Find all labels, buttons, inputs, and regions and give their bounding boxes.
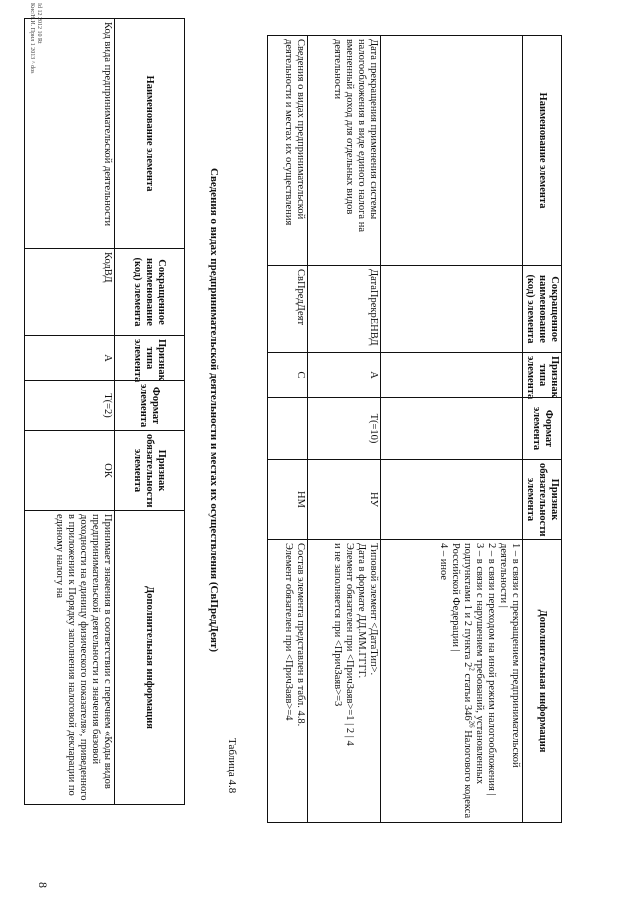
- additional-info-cell: Принимает значения в соответствии с перечнем «Коды видов предпринимательской деятельности и значения базовой доходности на единицу физического показателя», приведенного в приложении к Порядку заполнения налоговой декларации по единому налогу на: [25, 511, 115, 805]
- header-cell: Наименование элемента: [523, 36, 562, 266]
- element-name-cell: Сведения о видах предпринимательской деятельности и местах их осуществления: [268, 36, 308, 266]
- additional-info-cell: [308, 540, 381, 823]
- header-cell: Формат элемента: [115, 381, 185, 431]
- info-line: 2 – в связи переходом на иной режим налогообложения |: [486, 543, 497, 796]
- stamp-line: Id 12 2012 10 Rt: [36, 3, 42, 44]
- activities-table: [24, 18, 185, 805]
- info-line: Элемент обязателен при <ПричЗаяв>=4: [283, 543, 294, 721]
- info-line: 3 – в связи с нарушением требований, установленных подпунктами 1 и 2 пункта $2^2$ статьи $346^{26}$ Налогового кодекса Российской Федерации |: [450, 543, 485, 819]
- info-line: Дата в формате ДД.ММ.ГГГГ.: [356, 543, 367, 679]
- element-code-cell: КодВД: [25, 249, 115, 336]
- table-row: [381, 36, 523, 823]
- info-line: Типовой элемент <ДатаТип>.: [368, 543, 379, 676]
- header-cell: Признак обязательности элемента: [115, 431, 185, 511]
- header-cell: Дополнительная информация: [523, 540, 562, 823]
- element-format-cell: T(=10): [308, 398, 381, 460]
- header-cell: Признак типа элемента: [523, 353, 562, 398]
- header-cell: Сокращенное наименование (код) элемента: [523, 266, 562, 353]
- table-row: [25, 19, 115, 805]
- table-title: Сведения о видах предпринимательской деятельности и местах их осуществления (СвПредДеят): [208, 168, 220, 652]
- elements-table-continued: [267, 35, 562, 823]
- table-cell: [381, 460, 523, 540]
- element-name-cell: Код вида предпринимательской деятельности: [25, 19, 115, 249]
- header-cell: Наименование элемента: [115, 19, 185, 249]
- stamp-line: Кнс/Н.И. Прил 1 2013 ^ dos: [29, 3, 35, 74]
- element-type-cell: А: [308, 353, 381, 398]
- info-line: 1 – в связи с прекращением предпринимательской деятельности |: [498, 543, 521, 768]
- element-type-cell: А: [25, 336, 115, 381]
- header-cell: Признак типа элемента: [115, 336, 185, 381]
- table-row: [308, 36, 381, 823]
- table-cell: [381, 36, 523, 266]
- table-row: [268, 36, 308, 823]
- table-cell: [381, 398, 523, 460]
- table-header-row: [523, 36, 562, 823]
- element-name-cell: Дата прекращения применения системы налогообложения в виде единого налога на вмененный доход для отдельных видов деятельности: [308, 36, 381, 266]
- info-line: и не заполняется при <ПричЗаяв>=3: [332, 543, 343, 707]
- element-code-cell: ДатаПрекрЕНВД: [308, 266, 381, 353]
- table-label: Таблица 4.8: [226, 738, 238, 794]
- header-cell: Дополнительная информация: [115, 511, 185, 805]
- element-format-cell: T(=2): [25, 381, 115, 431]
- element-type-cell: С: [268, 353, 308, 398]
- header-cell: Формат элемента: [523, 398, 562, 460]
- additional-info-cell: [268, 540, 308, 823]
- document-stamp: [28, 3, 42, 73]
- table-cell: [381, 266, 523, 353]
- additional-info-cell: [381, 540, 523, 823]
- header-cell: Сокращенное наименование (код) элемента: [115, 249, 185, 336]
- element-format-cell: [268, 398, 308, 460]
- info-line: Элемент обязателен при <ПричЗаяв>=1 | 2 | 4: [344, 543, 355, 746]
- element-required-cell: ОК: [25, 431, 115, 511]
- info-line: 4 – иное: [438, 543, 449, 581]
- table-header-row: [115, 19, 185, 805]
- page-number: 8: [36, 882, 50, 888]
- header-cell: Признак обязательности элемента: [523, 460, 562, 540]
- table-cell: [381, 353, 523, 398]
- element-required-cell: НУ: [308, 460, 381, 540]
- info-line: Состав элемента представлен в табл. 4.8.: [295, 543, 306, 727]
- element-required-cell: НМ: [268, 460, 308, 540]
- element-code-cell: СвПредДеят: [268, 266, 308, 353]
